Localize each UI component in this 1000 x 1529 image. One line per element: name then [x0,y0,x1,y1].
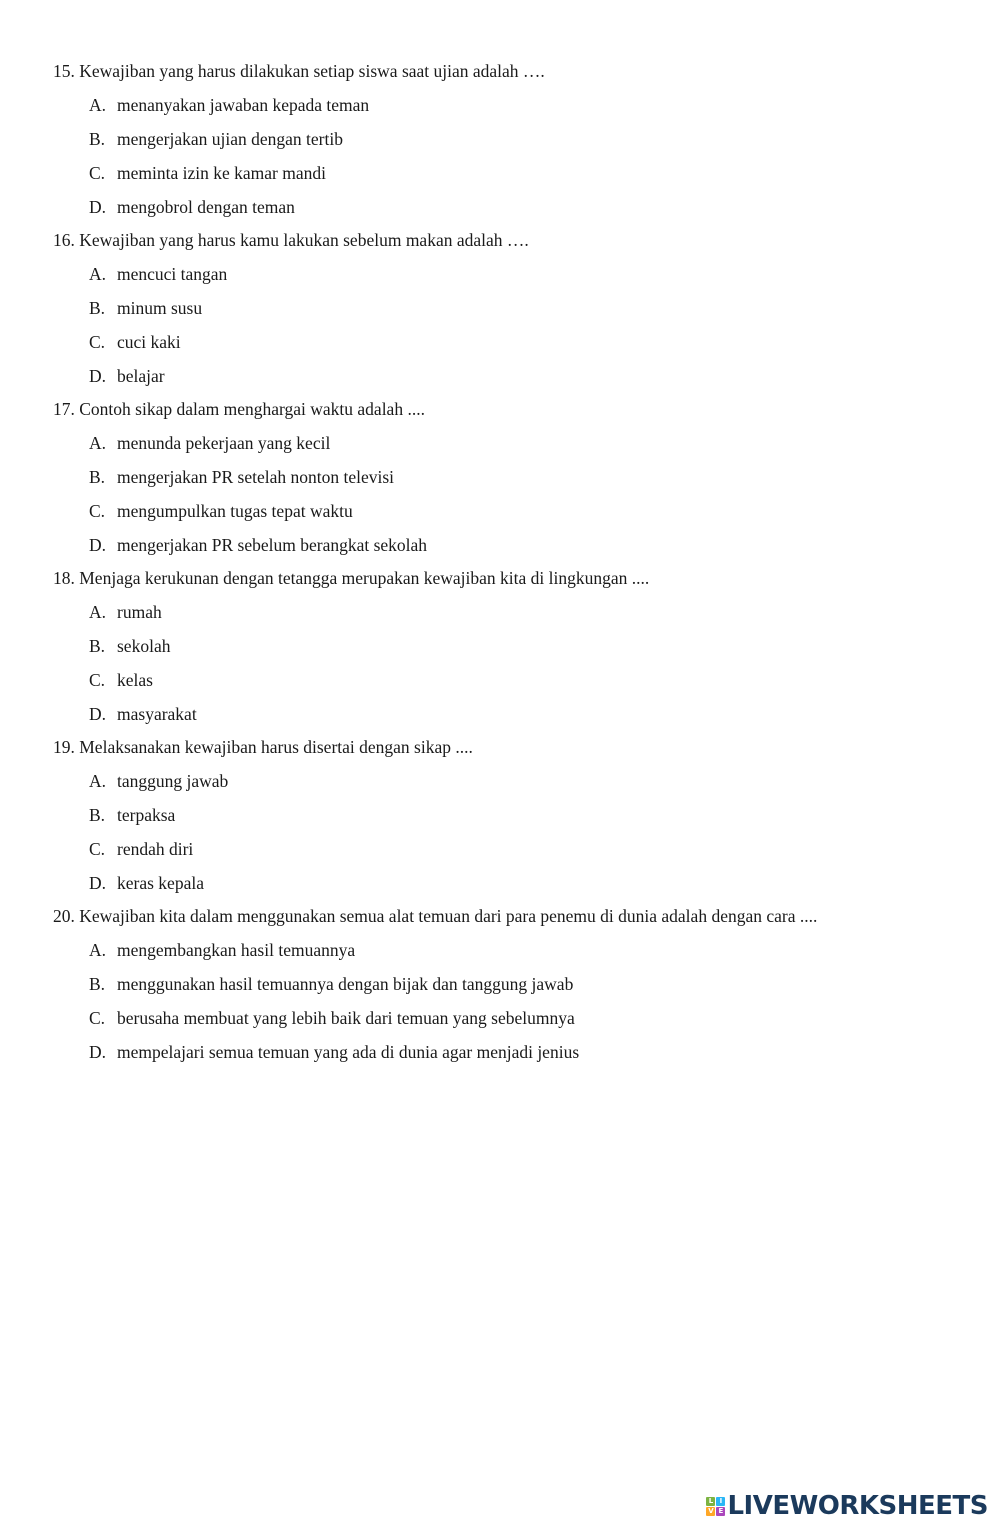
logo-text: LIVEWORKSHEETS [727,1491,988,1521]
option-text: mengembangkan hasil temuannya [117,940,356,960]
option-text: menggunakan hasil temuannya dengan bijak dan tanggung jawab [117,974,574,994]
question-16-option-c[interactable] [89,331,181,353]
question-18-option-c[interactable] [89,669,153,691]
liveworksheets-logo [706,1491,988,1521]
option-text: mempelajari semua temuan yang ada di dunia agar menjadi jenius [117,1042,580,1062]
question-17-option-a[interactable] [89,432,330,454]
option-text: rumah [117,602,162,622]
question-16-option-d[interactable] [89,365,165,387]
option-letter: C. [89,1008,106,1028]
option-text: mengerjakan ujian dengan tertib [117,129,343,149]
question-18-option-b[interactable] [89,635,170,657]
option-letter: D. [89,535,107,555]
option-letter: D. [89,704,107,724]
question-18-option-d[interactable] [89,703,197,725]
option-text: tanggung jawab [117,771,229,791]
option-letter: D. [89,873,107,893]
option-letter: C. [89,839,106,859]
question-19-option-b[interactable] [89,804,175,826]
logo-mark-tile: I [716,1497,725,1506]
question-20-option-a[interactable] [89,939,355,961]
option-text: kelas [117,670,153,690]
logo-mark-tile: L [706,1497,715,1506]
option-letter: B. [89,636,106,656]
question-17: 17. Contoh sikap dalam menghargai waktu adalah .... [53,399,425,419]
question-17-option-b[interactable] [89,466,394,488]
option-text: sekolah [117,636,171,656]
option-letter: A. [89,95,107,115]
logo-mark-tile: E [716,1507,725,1516]
option-letter: D. [89,197,107,217]
option-letter: D. [89,1042,107,1062]
option-letter: B. [89,974,106,994]
question-15: 15. Kewajiban yang harus dilakukan setiap siswa saat ujian adalah …. [53,61,545,81]
question-20-option-b[interactable] [89,973,573,995]
option-text: mengerjakan PR setelah nonton televisi [117,467,395,487]
option-letter: C. [89,163,106,183]
option-text: keras kepala [117,873,204,893]
question-19-option-a[interactable] [89,770,228,792]
question-19-option-c[interactable] [89,838,193,860]
question-18-option-a[interactable] [89,601,162,623]
option-letter: B. [89,298,106,318]
question-16-option-a[interactable] [89,263,227,285]
option-text: minum susu [117,298,203,318]
option-text: rendah diri [117,839,194,859]
option-text: menanyakan jawaban kepada teman [117,95,370,115]
option-text: meminta izin ke kamar mandi [117,163,326,183]
option-letter: A. [89,433,107,453]
option-letter: B. [89,805,106,825]
question-17-option-d[interactable] [89,534,427,556]
option-text: berusaha membuat yang lebih baik dari temuan yang sebelumnya [117,1008,575,1028]
option-letter: C. [89,501,106,521]
option-text: belajar [117,366,165,386]
question-15-option-c[interactable] [89,162,326,184]
option-letter: D. [89,366,107,386]
option-letter: A. [89,602,107,622]
question-15-option-b[interactable] [89,128,343,150]
option-letter: A. [89,940,107,960]
option-letter: C. [89,670,106,690]
question-16: 16. Kewajiban yang harus kamu lakukan sebelum makan adalah …. [53,230,529,250]
question-15-option-a[interactable] [89,94,369,116]
question-16-option-b[interactable] [89,297,202,319]
question-20-option-d[interactable] [89,1041,579,1063]
option-text: mengumpulkan tugas tepat waktu [117,501,353,521]
option-text: mencuci tangan [117,264,228,284]
logo-mark-tile: V [708,1506,714,1515]
question-19-option-d[interactable] [89,872,204,894]
question-20-option-c[interactable] [89,1007,575,1029]
liveworksheets-mark-icon [706,1497,725,1516]
question-19: 19. Melaksanakan kewajiban harus disertai dengan sikap .... [53,737,473,757]
option-text: masyarakat [117,704,197,724]
question-17-option-c[interactable] [89,500,353,522]
option-text: mengobrol dengan teman [117,197,295,217]
option-letter: C. [89,332,106,352]
option-letter: A. [89,771,107,791]
option-letter: B. [89,467,106,487]
option-text: menunda pekerjaan yang kecil [117,433,331,453]
question-18: 18. Menjaga kerukunan dengan tetangga merupakan kewajiban kita di lingkungan .... [53,568,650,588]
option-letter: B. [89,129,106,149]
option-text: mengerjakan PR sebelum berangkat sekolah [117,535,428,555]
option-letter: A. [89,264,107,284]
option-text: terpaksa [117,805,176,825]
option-text: cuci kaki [117,332,181,352]
question-15-option-d[interactable] [89,196,295,218]
question-20: 20. Kewajiban kita dalam menggunakan semua alat temuan dari para penemu di dunia adalah dengan cara .... [53,906,818,926]
